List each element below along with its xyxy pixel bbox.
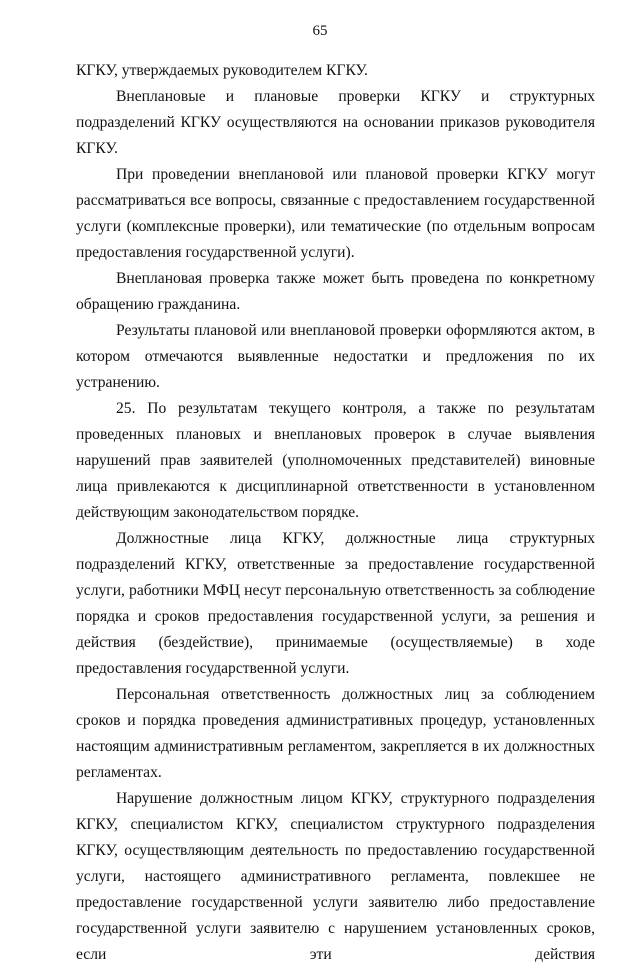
document-body	[76, 58, 595, 968]
paragraph-1: КГКУ, утверждаемых руководителем КГКУ.	[76, 62, 368, 79]
page-number: 65	[312, 23, 328, 39]
paragraph-2: Внеплановые и плановые проверки КГКУ и структурных подразделений КГКУ осуществляются на основании приказов руководителя КГКУ.	[76, 88, 595, 157]
paragraph-6: 25. По результатам текущего контроля, а также по результатам проведенных плановых и внеплановых проверок в случае выявления нарушений прав заявителей (уполномоченных представителей) виновные лица привлекаются к дисциплинарной ответственности в установленном действующим законодательством порядке.	[76, 400, 595, 521]
paragraph-4: Внеплановая проверка также может быть проведена по конкретному обращению гражданина.	[76, 270, 595, 313]
paragraph-9: Нарушение должностным лицом КГКУ, структурного подразделения КГКУ, специалистом КГКУ, специалистом структурного подразделения КГКУ, осуществляющим деятельность по предоставлению государственной услуги, настоящего административного регламента, повлекшее не предоставление государственной услуги заявителю либо предоставление государственной услуги заявителю с нарушением установленных сроков, если эти действия	[76, 790, 595, 963]
paragraph-8: Персональная ответственность должностных лиц за соблюдением сроков и порядка проведения административных процедур, установленных настоящим административным регламентом, закрепляется в их должностных регламентах.	[76, 686, 595, 781]
paragraph-7: Должностные лица КГКУ, должностные лица структурных подразделений КГКУ, ответственные за предоставление государственной услуги, работники МФЦ несут персональную ответственность за соблюдение порядка и сроков предоставления государственной услуги, за решения и действия (бездействие), принимаемые (осуществляемые) в ходе предоставления государственной услуги.	[76, 530, 595, 677]
paragraph-5: Результаты плановой или внеплановой проверки оформляются актом, в котором отмечаются выявленные недостатки и предложения по их устранению.	[76, 322, 595, 391]
paragraph-3: При проведении внеплановой или плановой проверки КГКУ могут рассматриваться все вопросы, связанные с предоставлением государственной услуги (комплексные проверки), или тематические (по отдельным вопросам предоставления государственной услуги).	[76, 166, 595, 261]
